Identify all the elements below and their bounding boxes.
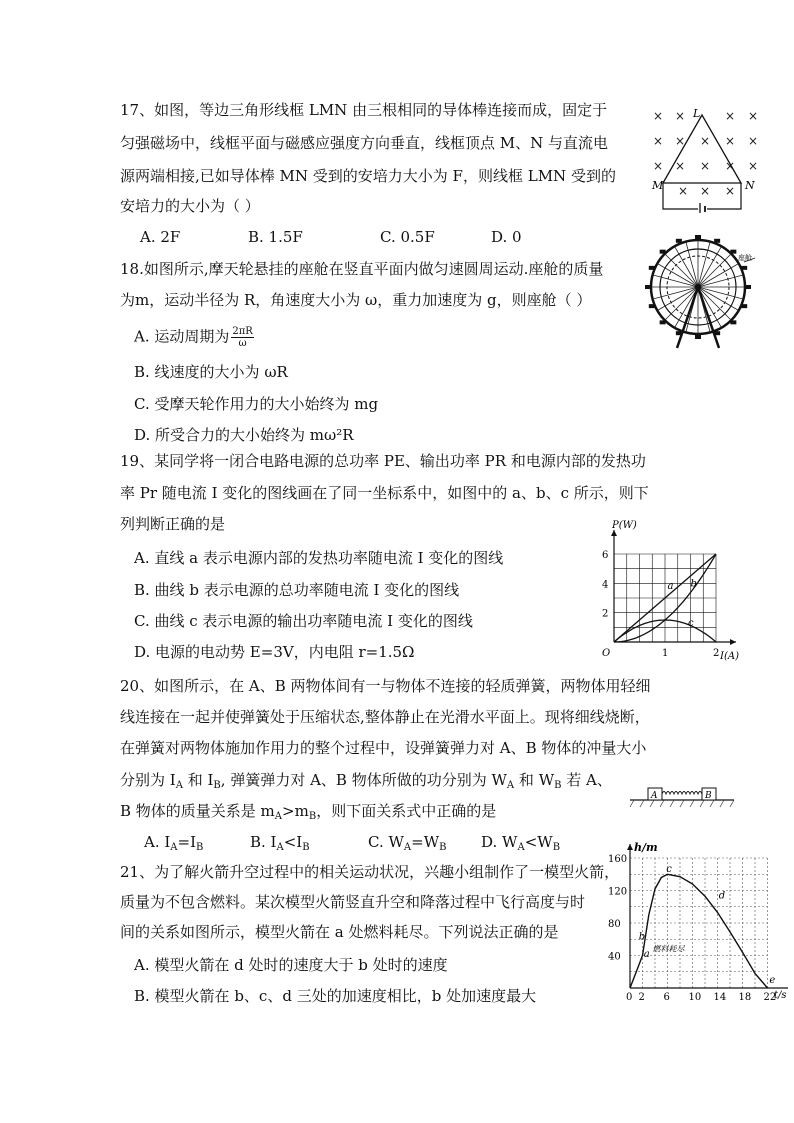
chart21-y-label: h/m: [634, 841, 658, 854]
q18-line-2: 为m，运动半径为 R，角速度大小为 ω，重力加速度为 g，则座舱（ ）: [120, 291, 592, 309]
chart19-x-label: I(A): [720, 651, 739, 662]
q20-block-b-label: B: [705, 791, 712, 801]
q20-l4-a: 分别为 I: [120, 771, 176, 789]
q19-line-3: 列判断正确的是: [120, 515, 226, 533]
chart19-x-tick: 2: [713, 648, 720, 659]
q20-opt-c-1: C. W: [368, 833, 404, 851]
chart21-grid: [630, 858, 768, 988]
q20-option-c: [368, 832, 447, 858]
q17-label-m: M: [652, 179, 664, 192]
q18-period-fraction: [231, 326, 253, 349]
q19-line-1: 19、某同学将一闭合电路电源的总功率 PE、输出功率 PR 和电源内部的发热功: [120, 452, 646, 470]
q20-line-5: [120, 801, 496, 827]
wheel-cabin: [676, 239, 682, 243]
q20-opt-a-sub1: A: [170, 842, 178, 853]
q20-opt-a-sub2: B: [196, 842, 204, 853]
q18-ferris-wheel-figure: [643, 232, 763, 350]
q20-l4-e: 若 A、: [566, 771, 612, 789]
q20-l4-d: 和 W: [518, 771, 555, 789]
wheel-cabin: [730, 320, 736, 324]
q20-opt-d-1: D. W: [481, 833, 518, 851]
chart19-y-tick: 6: [602, 550, 609, 561]
q20-opt-d-sub2: B: [552, 842, 561, 853]
q20-opt-c-2: =W: [411, 833, 440, 851]
q20-sub-b3: B: [308, 811, 317, 822]
svg-text:×: ×: [700, 134, 711, 148]
q17-triangle-figure: [645, 103, 770, 213]
svg-text:×: ×: [725, 159, 736, 173]
svg-text:×: ×: [675, 134, 686, 148]
chart21-x-tick: 0: [626, 992, 633, 1003]
q19-option-c: C. 曲线 c 表示电源的输出功率随电流 I 变化的图线: [134, 612, 473, 630]
wheel-cabin: [649, 266, 655, 270]
q20-opt-a-2: =I: [177, 833, 197, 851]
chart21-x-tick: 6: [663, 992, 670, 1003]
q17-line-2: 匀强磁场中，线框平面与磁感应强度方向垂直，线框顶点 M、N 与直流电: [120, 134, 609, 152]
chart19-series-label-a: a: [667, 581, 674, 593]
q18-option-c: C. 受摩天轮作用力的大小始终为 mg: [134, 395, 379, 413]
chart19-y-tick: 4: [602, 579, 609, 591]
chart19-x-arrow: [730, 639, 736, 645]
chart21-y-tick: 120: [608, 886, 628, 898]
q17-line-4: 安培力的大小为（ ）: [120, 197, 260, 215]
q18-option-d: D. 所受合力的大小始终为 mω²R: [134, 426, 354, 444]
q18-option-b: B. 线速度的大小为 ωR: [134, 363, 288, 381]
svg-text:×: ×: [748, 134, 759, 148]
wheel-cabin: [649, 304, 655, 308]
q20-sub-a: A: [175, 780, 183, 791]
wheel-spoke: [686, 242, 698, 287]
q21-height-chart: [600, 838, 794, 1008]
svg-text:×: ×: [653, 159, 664, 173]
q20-opt-b-1: B. I: [250, 833, 277, 851]
chart21-annotation: c: [666, 863, 672, 875]
chart21-annotation: d: [718, 890, 726, 902]
chart21-annotation: 燃料耗尽: [652, 944, 685, 954]
q19-option-b: B. 曲线 b 表示电源的总功率随电流 I 变化的图线: [134, 581, 460, 599]
chart21-series-h: [630, 874, 768, 988]
q18-line-1: 18.如图所示,摩天轮悬挂的座舱在竖直平面内做匀速圆周运动.座舱的质量: [120, 260, 604, 278]
q21-line-3: 间的关系如图所示，模型火箭在 a 处燃料耗尽。下列说法正确的是: [120, 923, 559, 941]
q19-power-chart: [590, 518, 750, 664]
svg-text:×: ×: [748, 159, 759, 173]
wheel-cabin: [645, 285, 651, 289]
chart21-x-tick: 2: [638, 992, 645, 1003]
q21-line-2: 质量为不包含燃料。某次模型火箭竖直升空和降落过程中飞行高度与时: [120, 893, 586, 911]
svg-text:×: ×: [725, 109, 736, 123]
q17-option-a: A. 2F: [140, 228, 181, 246]
q18-option-a-text: A. 运动周期为: [134, 327, 230, 346]
q17-option-d: D. 0: [491, 228, 522, 246]
q19-line-2: 率 Pr 随电流 I 变化的图线画在了同一坐标系中，如图中的 a、b、c 所示，则下: [120, 484, 649, 502]
wheel-cabin: [695, 335, 701, 339]
chart21-annotation: e: [769, 975, 776, 987]
svg-text:×: ×: [653, 109, 664, 123]
q21-option-b: B. 模型火箭在 b、c、d 三处的加速度相比，b 处加速度最大: [134, 987, 537, 1005]
q20-block-a-label: A: [651, 791, 658, 801]
q20-line-1: 20、如图所示，在 A、B 两物体间有一与物体不连接的轻质弹簧，两物体用轻细: [120, 677, 651, 695]
chart19-x-tick: O: [602, 648, 611, 659]
svg-text:×: ×: [748, 109, 759, 123]
q20-opt-c-sub1: A: [403, 842, 412, 853]
q20-opt-d-2: <W: [524, 833, 553, 851]
svg-text:×: ×: [700, 184, 711, 198]
q20-sub-b: B: [213, 780, 221, 791]
q20-l5-c: ，则下面关系式中正确的是: [316, 802, 497, 820]
q20-option-d: [481, 832, 560, 858]
chart21-y-tick: 80: [608, 919, 621, 930]
chart21-y-tick: 160: [608, 854, 628, 865]
q17-line-3: 源两端相接,已如导体棒 MN 受到的安培力大小为 F，则线框 LMN 受到的: [120, 167, 616, 185]
q20-l4-b: 和 I: [187, 771, 214, 789]
q20-option-a: [144, 832, 203, 858]
wheel-cabin: [741, 266, 747, 270]
svg-text:×: ×: [678, 184, 689, 198]
chart21-annotation: a: [643, 949, 650, 961]
q20-opt-b-2: <I: [283, 833, 303, 851]
wheel-spoke: [698, 242, 710, 287]
q17-label-l: L: [693, 107, 701, 120]
q20-sub-a2: A: [506, 780, 515, 791]
q20-opt-c-sub2: B: [439, 842, 447, 853]
wheel-cabin: [660, 320, 666, 324]
q20-opt-b-sub1: A: [276, 842, 284, 853]
chart21-x-label: t/s: [774, 990, 787, 1001]
q20-sub-b2: B: [554, 780, 562, 791]
svg-text:×: ×: [700, 159, 711, 173]
wheel-cabin: [730, 250, 736, 254]
q17-option-b: B. 1.5F: [248, 228, 303, 246]
chart21-x-tick: 18: [738, 992, 752, 1003]
q20-l5-a: B 物体的质量关系是 m: [120, 802, 275, 820]
wheel-spoke: [698, 287, 743, 299]
wheel-cabin: [714, 239, 720, 243]
wheel-spoke: [653, 287, 698, 299]
q21-option-a: A. 模型火箭在 d 处时的速度大于 b 处时的速度: [134, 956, 448, 974]
wheel-spoke: [698, 275, 743, 287]
svg-text:×: ×: [725, 134, 736, 148]
q19-option-d: D. 电源的电动势 E=3V，内电阻 r=1.5Ω: [134, 643, 415, 661]
chart21-x-tick: 14: [713, 992, 727, 1003]
svg-text:×: ×: [675, 109, 686, 123]
q18-fraction-denominator: ω: [238, 338, 247, 349]
chart21-x-tick: 10: [688, 992, 702, 1003]
q20-line-3: 在弹簧对两物体施加作用力的整个过程中，设弹簧弹力对 A、B 物体的冲量大小: [120, 739, 647, 757]
chart19-y-tick: 2: [602, 608, 609, 620]
q20-sub-a3: A: [274, 811, 283, 822]
q20-opt-a-1: A. I: [144, 833, 171, 851]
q18-cabin-label: 座舱: [738, 254, 752, 262]
q20-option-b: [250, 832, 310, 858]
wheel-spoke: [653, 275, 698, 287]
q20-line-4: [120, 770, 612, 796]
q21-line-1: 21、为了解火箭升空过程中的相关运动状况，兴趣小组制作了一模型火箭，: [120, 863, 620, 881]
q20-opt-d-sub1: A: [517, 842, 525, 853]
q20-spring-figure: [628, 780, 738, 810]
wheel-cabin: [695, 235, 701, 239]
q19-option-a: A. 直线 a 表示电源内部的发热功率随电流 I 变化的图线: [134, 549, 504, 567]
wheel-cabin: [741, 304, 747, 308]
svg-text:×: ×: [675, 159, 686, 173]
chart21-y-tick: 40: [608, 951, 621, 963]
svg-text:×: ×: [725, 184, 736, 198]
chart21-y-arrow: [627, 844, 633, 850]
q17-option-c: C. 0.5F: [380, 228, 435, 246]
q18-fraction-numerator: 2πR: [232, 326, 253, 337]
wheel-cabin: [745, 285, 751, 289]
chart19-series-label-c: c: [687, 617, 694, 629]
chart19-x-tick: 1: [662, 648, 669, 659]
q18-option-a: [134, 326, 254, 349]
q20-line-2: 线连接在一起并使弹簧处于压缩状态,整体静止在光滑水平面上。现将细线烧断，: [120, 708, 650, 726]
q20-opt-b-sub2: B: [302, 842, 310, 853]
wheel-cabin: [660, 250, 666, 254]
chart19-series-label-b: b: [690, 578, 697, 590]
chart21-x-tick: 22: [763, 992, 777, 1003]
q20-l5-b: >m: [282, 802, 309, 820]
q20-l4-c: , 弹簧弹力对 A、B 物体所做的功分别为 W: [220, 771, 507, 789]
chart19-y-label: P(W): [612, 520, 637, 531]
q17-line-1: 17、如图，等边三角形线框 LMN 由三根相同的导体棒连接而成，固定于: [120, 101, 608, 119]
chart21-annotation: b: [638, 931, 646, 943]
svg-text:×: ×: [653, 134, 664, 148]
q17-label-n: N: [745, 179, 755, 192]
